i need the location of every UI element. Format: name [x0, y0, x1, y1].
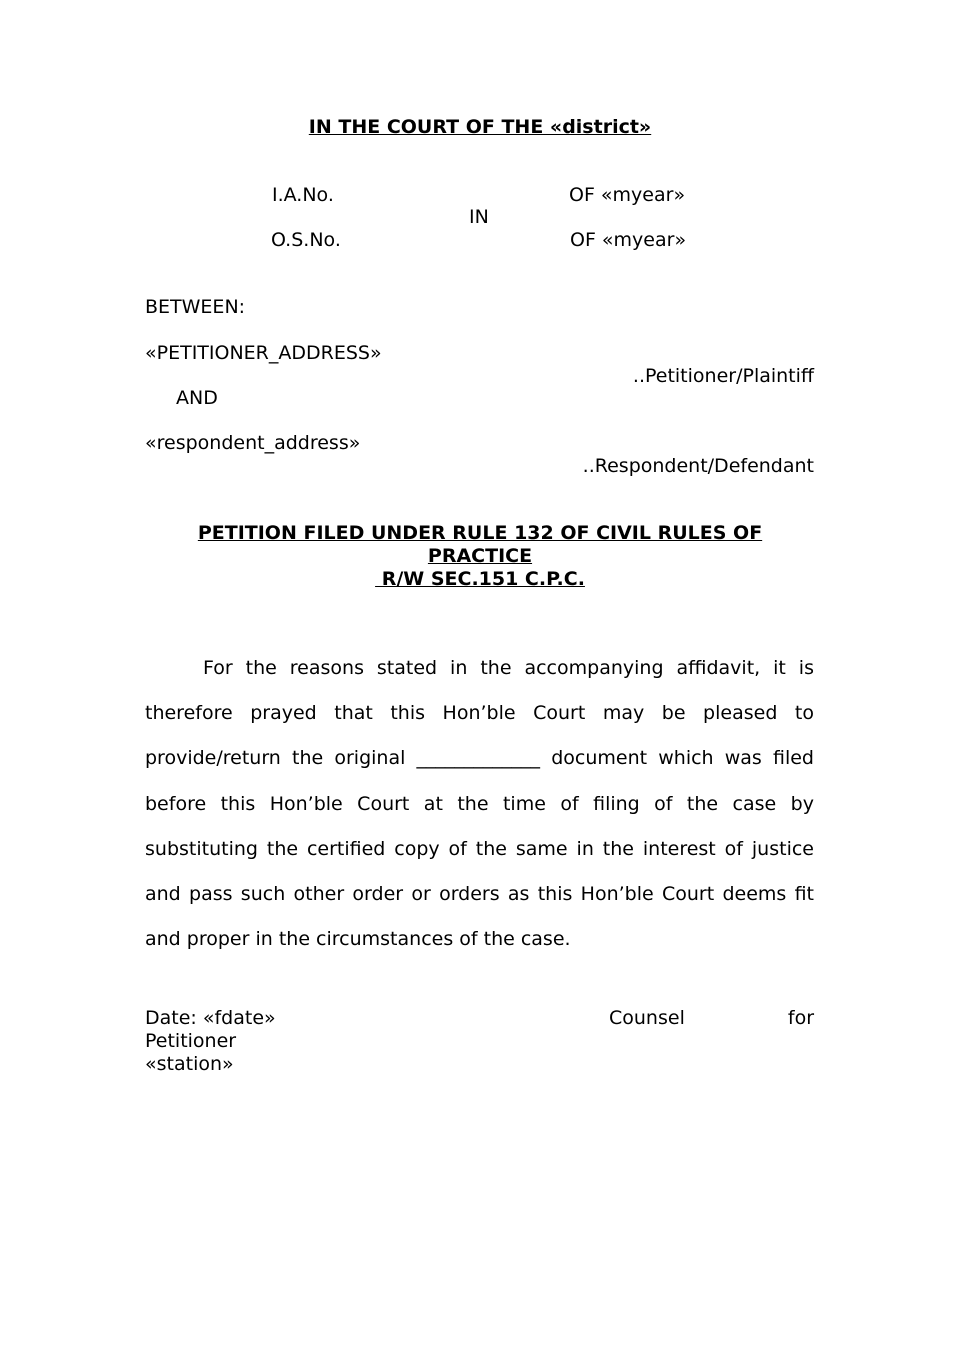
petitioner-label: Petitioner: [145, 1030, 237, 1052]
ia-year: OF «myear»: [569, 184, 686, 206]
between-label: BETWEEN:: [145, 296, 246, 318]
petition-heading-line-2: PRACTICE: [427, 545, 533, 567]
ia-number-label: I.A.No.: [272, 184, 334, 206]
signature-row: [145, 1007, 814, 1030]
prayer-line: therefore prayed that this Hon’ble Court may be pleased to: [145, 702, 814, 725]
prayer-line: For the reasons stated in the accompanying affidavit, it is: [203, 657, 814, 679]
for-label: for: [787, 1007, 814, 1029]
petitioner-role: ..Petitioner/Plaintiff: [632, 365, 814, 387]
and-label: AND: [176, 387, 218, 409]
prayer-paragraph: [145, 646, 814, 962]
os-year: OF «myear»: [570, 229, 687, 251]
court-title: IN THE COURT OF THE «district»: [308, 116, 652, 138]
in-label: IN: [469, 206, 489, 228]
prayer-line: provide/return the original _____________ document which was filed: [145, 747, 814, 770]
os-number-label: O.S.No.: [271, 229, 341, 251]
prayer-line: and pass such other order or orders as this Hon’ble Court deems fit: [145, 882, 814, 905]
prayer-line: substituting the certified copy of the same in the interest of justice: [145, 837, 814, 860]
prayer-line: before this Hon’ble Court at the time of filing of the case by: [145, 792, 814, 815]
petition-heading-line-3: R/W SEC.151 C.P.C.: [375, 568, 585, 590]
station-field: «station»: [145, 1053, 234, 1075]
respondent-address: «respondent_address»: [145, 432, 361, 454]
date-field: Date: «fdate»: [145, 1007, 276, 1029]
petitioner-address: «PETITIONER_ADDRESS»: [145, 342, 382, 364]
counsel-for-block: [609, 1007, 814, 1030]
respondent-role: ..Respondent/Defendant: [582, 455, 814, 477]
counsel-label: Counsel: [609, 1007, 685, 1029]
petition-heading-line-1: PETITION FILED UNDER RULE 132 OF CIVIL RULES OF: [197, 522, 763, 544]
petition-heading: [145, 522, 815, 591]
prayer-line: and proper in the circumstances of the case.: [145, 928, 571, 951]
